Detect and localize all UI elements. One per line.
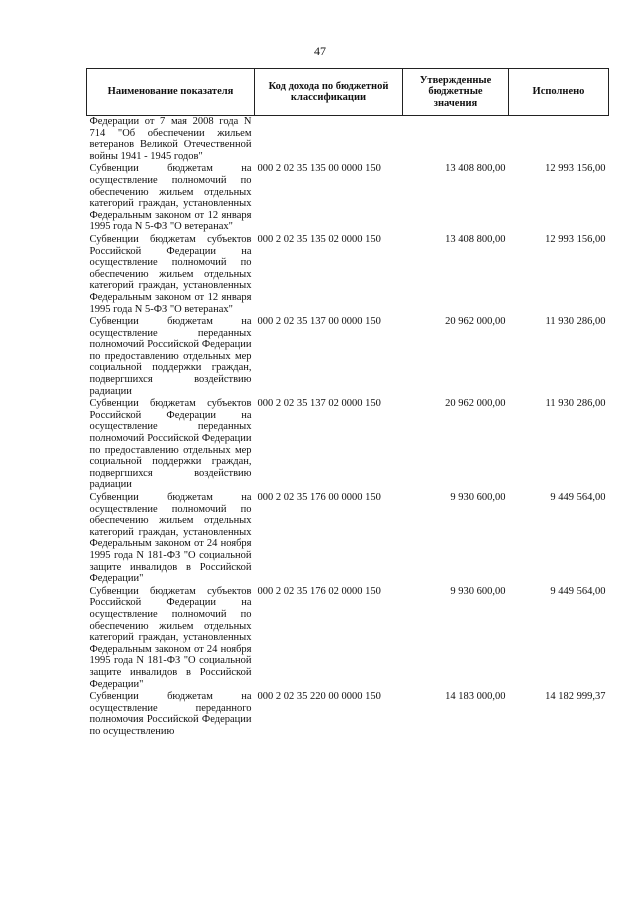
table-row bbox=[87, 492, 609, 586]
row-code-cell: 000 2 02 35 137 00 0000 150 bbox=[257, 316, 381, 328]
row-code-cell: 000 2 02 35 135 00 0000 150 bbox=[257, 163, 381, 175]
row-executed-cell bbox=[509, 116, 609, 164]
row-name-cell: Субвенции бюджетам на осуществление полномочий по обеспечению жильем отдельных категорий граждан, установленных Федеральным законом от 24 ноября 1995 года N 181-ФЗ "О социальной защите инвалидов в Российской Федерации" bbox=[89, 492, 252, 585]
header-executed: Исполнено bbox=[509, 69, 609, 116]
table-row bbox=[87, 163, 609, 234]
row-code-cell: 000 2 02 35 135 02 0000 150 bbox=[257, 233, 381, 245]
row-approved-cell bbox=[403, 116, 509, 164]
row-name-cell: Субвенции бюджетам на осуществление переданных полномочий Российской Федерации по предоставлению отдельных мер социальной поддержки граждан, подвергшихся воздействию радиации bbox=[89, 316, 252, 397]
row-code-cell: 000 2 02 35 176 00 0000 150 bbox=[257, 492, 381, 503]
row-name-cell: Федерации от 7 мая 2008 года N 714 "Об обеспечении жильем ветеранов Великой Отечественной войны 1941 - 1945 годов" bbox=[89, 116, 252, 162]
header-approved: Утвержденные бюджетные значения bbox=[403, 69, 509, 116]
table-row bbox=[87, 116, 609, 164]
row-approved-cell: 13 408 800,00 bbox=[445, 163, 506, 175]
page-number: 47 bbox=[314, 44, 326, 58]
row-code-cell: 000 2 02 35 176 02 0000 150 bbox=[257, 585, 381, 597]
row-approved-cell: 20 962 000,00 bbox=[445, 316, 506, 328]
row-name-cell: Субвенции бюджетам на осуществление полномочий по обеспечению жильем отдельных категорий граждан, установленных Федеральным законом от 12 января 1995 года N 5-ФЗ "О ветеранах" bbox=[89, 163, 252, 233]
row-approved-cell: 13 408 800,00 bbox=[445, 233, 506, 245]
row-approved-cell: 9 930 600,00 bbox=[450, 492, 506, 503]
row-name-cell: Субвенции бюджетам субъектов Российской Федерации на осуществление полномочий по обеспечению жильем отдельных категорий граждан, установленных Федеральным законом от 24 ноября 1995 года N 181-ФЗ "О социальной защите инвалидов в Российской Федерации" bbox=[89, 585, 252, 690]
row-executed-cell: 12 993 156,00 bbox=[545, 163, 606, 175]
row-name-cell: Субвенции бюджетам субъектов Российской Федерации на осуществление переданных полномочий Российской Федерации по предоставлению отдельных мер социальной поддержки граждан, подвергшихся воздействию радиации bbox=[89, 398, 252, 491]
header-code: Код дохода по бюджетной классификации bbox=[255, 69, 403, 116]
table-row bbox=[87, 691, 609, 738]
row-approved-cell: 20 962 000,00 bbox=[445, 398, 506, 410]
table-row bbox=[87, 234, 609, 316]
row-executed-cell: 9 449 564,00 bbox=[550, 585, 606, 597]
budget-table bbox=[86, 68, 609, 738]
table-header bbox=[87, 69, 609, 116]
row-executed-cell: 12 993 156,00 bbox=[545, 233, 606, 245]
row-code-cell: 000 2 02 35 137 02 0000 150 bbox=[257, 398, 381, 410]
row-code-cell bbox=[255, 116, 403, 164]
row-name-cell: Субвенции бюджетам на осуществление переданного полномочия Российской Федерации по осуществлению bbox=[89, 691, 252, 737]
row-approved-cell: 14 183 000,00 bbox=[445, 691, 506, 703]
row-executed-cell: 9 449 564,00 bbox=[550, 492, 606, 503]
header-name: Наименование показателя bbox=[87, 69, 255, 116]
row-approved-cell: 9 930 600,00 bbox=[450, 585, 506, 597]
table-row bbox=[87, 316, 609, 398]
row-executed-cell: 11 930 286,00 bbox=[545, 398, 606, 410]
table-row bbox=[87, 398, 609, 492]
row-executed-cell: 14 182 999,37 bbox=[545, 691, 606, 703]
row-executed-cell: 11 930 286,00 bbox=[545, 316, 606, 328]
row-code-cell: 000 2 02 35 220 00 0000 150 bbox=[257, 691, 381, 703]
table-body bbox=[87, 116, 609, 739]
table-row bbox=[87, 586, 609, 691]
row-name-cell: Субвенции бюджетам субъектов Российской Федерации на осуществление полномочий по обеспечению жильем отдельных категорий граждан, установленных Федеральным законом от 12 января 1995 года N 5-ФЗ "О ветеранах" bbox=[89, 233, 252, 315]
